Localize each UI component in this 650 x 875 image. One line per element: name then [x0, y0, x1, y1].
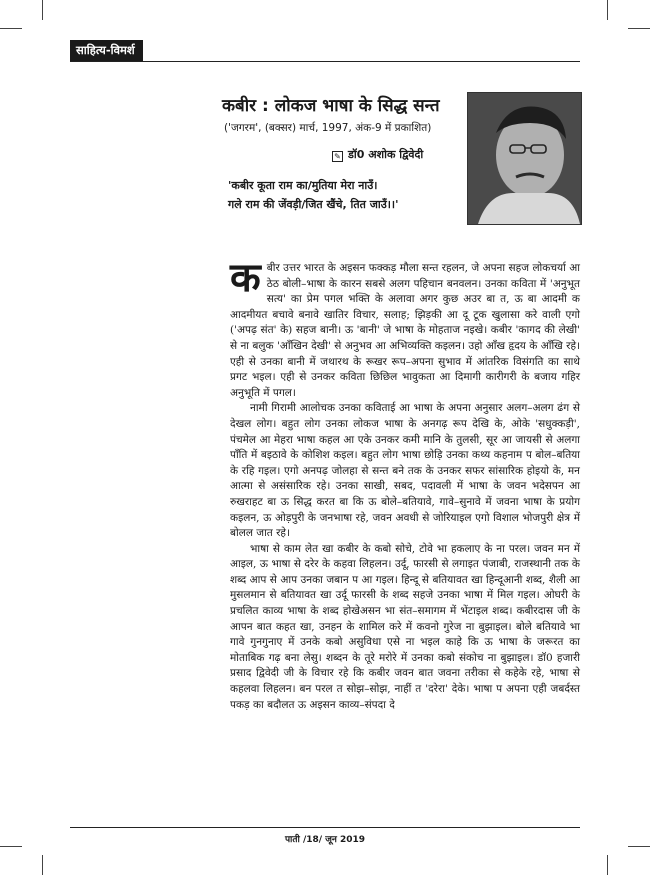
section-tag: साहित्य-विमर्श [70, 40, 143, 62]
crop-mark [607, 0, 608, 20]
pen-icon: ✎ [332, 151, 343, 162]
drop-cap: क [230, 255, 261, 301]
crop-mark [0, 846, 22, 847]
epigraph-line: गले राम की जेंवड़ी/जित खैंचे, तित जाउँ।।' [228, 198, 399, 211]
article-title: कबीर : लोकज भाषा के सिद्ध सन्त [222, 96, 440, 116]
crop-mark [42, 855, 43, 875]
page-footer: पाती /18/ जून 2019 [284, 835, 366, 845]
paragraph: भाषा से काम लेत खा कबीर के कबो सोचे, टोवे भा हकलाए के ना परल। जवन मन में आइल, ऊ भाषा से दरेर के कहवा लिहलन। उर्दू, फारसी से लगाइत पंजाबी, राजस्थानी तक के शब्द आप से आप उनका जबान प आ गइल। हिन्दू से बतियावत खा हिन्दूआनी शब्द, शैली आ मुसलमान से बतियावत खा उर्दू फारसी के शब्द सहजे उनका भाषा में मिल गइल। ओघरी के प्रचलित काव्य भाषा के शब्द होखेअसन भा संत–समागम में भेंटाइल शब्द। कबीरदास जी के आपन बात कहत खा, उनहन के शामिल करे में कवनो गुरेज ना बुझाइल। बोले बतियावे भा गावे गुनगुनाए में उनके कबो असुविधा एसे ना भइल काहे कि ऊ भाषा के जरूरत का मोताबिक गढ़ बना लेसु। शब्दन के तूरे मरोरे में उनका कबो संकोच ना बुझाइल। डॉ0 हजारी प्रसाद द्विवेदी जी के विचार रहे कि कबीर जवन बात जवना तरीका से कहेके रहे, भाषा से कहलवा लिहलन। बन परल त सोझ–सोझ, नाहीं त 'दरेरा' देके। भाषा प अपना एही जबर्दस्त पकड़ का बदौलत ऊ अइसन काव्य–संपदा दे [230, 542, 580, 711]
epigraph [228, 176, 398, 214]
epigraph-line: 'कबीर कूता राम का/मुतिया मेरा नाउँ। [228, 179, 378, 192]
paragraph: नामी गिरामी आलोचक उनका कविताई आ भाषा के अपना अनुसार अलग–अलग ढंग से देखल लोग। बहुत लोग उनका लोकज भाषा के अनगढ़ रूप देखि के, ओके 'सधुक्कड़ी', पंचमेल आ मेहरा भाषा कहल आ एके उनकर कमी मानि के तुलसी, सूर आ जायसी से अलगा पाँति में बइठावे के कोशिश कइल। बहुत लोग भाषा छोड़ि उनका कथ्य कहनाम प बोल–बतिया के रहि गइल। एगो अनपढ़ जोलहा से सन्त बने तक के उनकर सफर सांसारिक होइयो के, मन आत्मा से असंसारिक रहे। उनका साखी, सबद, पदावली में भाषा के जवन भदेसपन आ रुखराहट बा ऊ सिद्ध करत बा कि ऊ बोले–बतियावे, गावे–सुनावे में जवना भाषा के प्रयोग कइलन, ऊ ओड़पुरी के जनभाषा रहे, जवन अवधी से जोरियाइल एगो विशाल भोजपुरी क्षेत्र में बोलल जात रहे। [230, 402, 580, 540]
author-line [332, 147, 423, 162]
crop-mark [628, 28, 650, 29]
crop-mark [628, 846, 650, 847]
footer-divider [70, 827, 580, 828]
publication-note: ('जगरम', (बक्सर) मार्च, 1997, अंक-9 में प्रकाशित) [224, 122, 432, 134]
article-body [230, 255, 580, 713]
crop-mark [607, 855, 608, 875]
crop-mark [0, 28, 22, 29]
paragraph: कबीर उत्तर भारत के अइसन फक्कड़ मौला सन्त रहलन, जे अपना सहज लोकचर्या आ ठेठ बोली–भाषा के कारन सबसे अलग पहिचान बनवलन। उनका कविता में 'अनुभूत सत्य' का प्रेम पगल भक्ति के अलावा अगर कुछ अउर बा त, ऊ बा आदमी क आदमीयत बचावे बनावे खातिर विचार, सलाह; झिड़की आ दू टूक खुलासा करे वाली एगो ('अपढ़ संत' के) सहज बानी। ऊ 'बानी' जे भाषा के मोहताज नइखे। कबीर 'कागद की लेखी' से ना बलुक 'आँखिन देखी' से अनुभव आ अभिव्यक्ति कइलन। उहो आँख हृदय के आँखि रहे। एही से उनका बानी में जथारथ के रूखर रूप–अपना सुभाव में आंतरिक विसंगति का साथे प्रगट भइल। एही से उनकर कविता छिछिल भावुकता आ दिमागी कारीगरी के बजाय गहिर अनुभूति में पगल। [230, 255, 580, 399]
crop-mark [42, 0, 43, 20]
author-name: डॉ0 अशोक द्विवेदी [348, 148, 424, 161]
author-photo [467, 92, 582, 225]
section-divider [70, 61, 580, 62]
author-portrait-image [468, 93, 581, 224]
